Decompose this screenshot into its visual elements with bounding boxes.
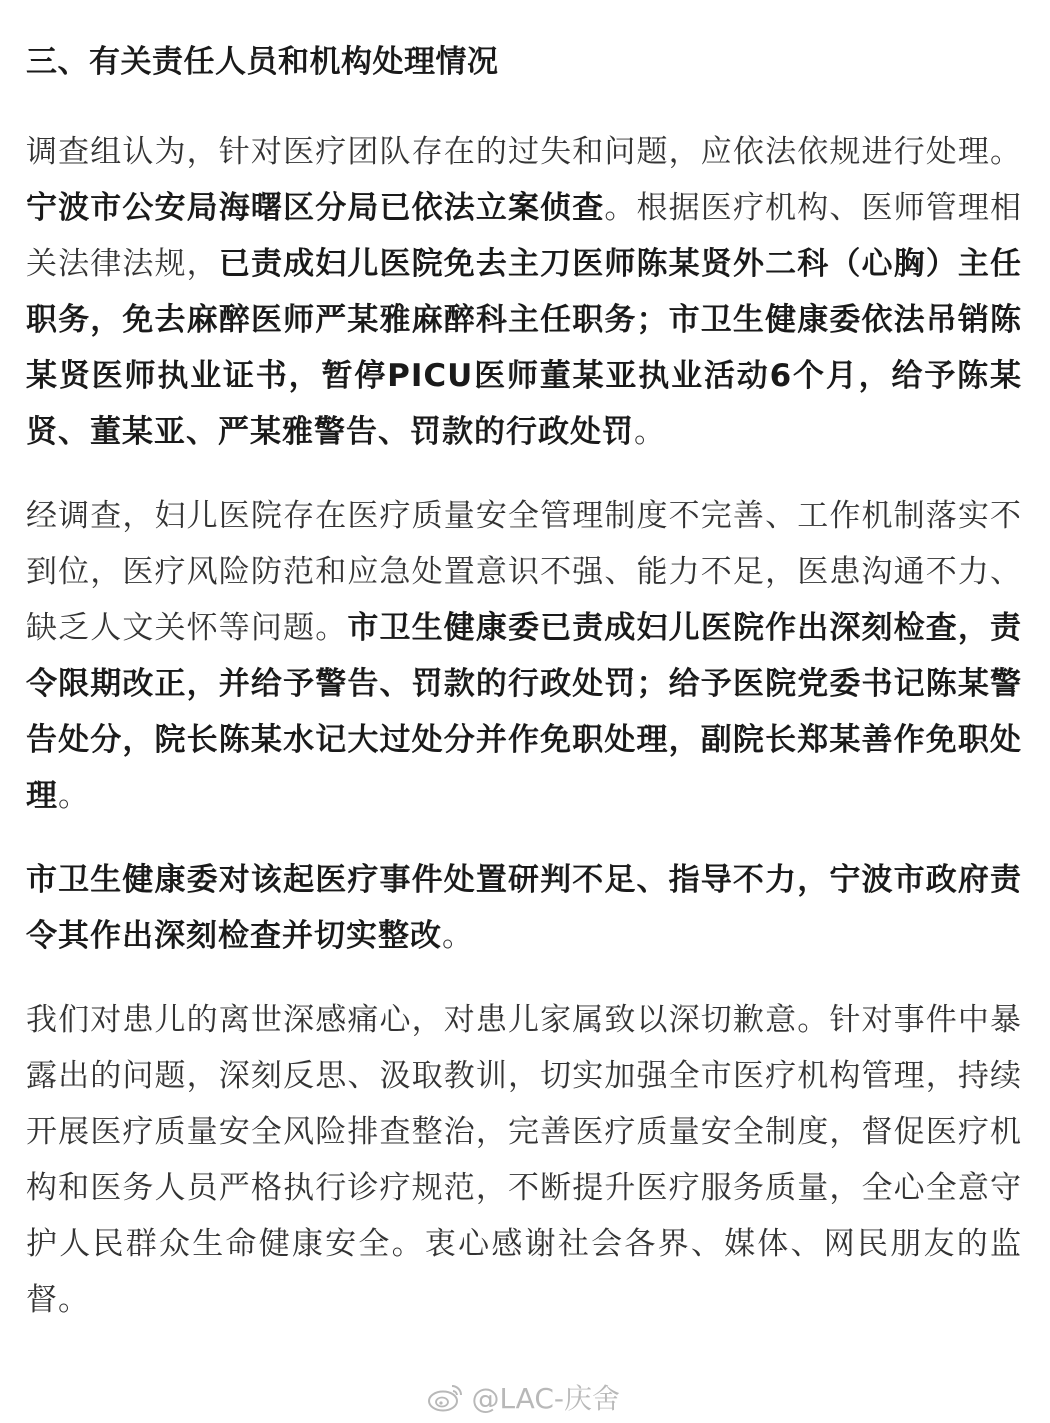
bold-text-segment: 宁波市公安局海曙区分局已依法立案侦查: [26, 190, 605, 226]
paragraph: [26, 852, 1022, 964]
text-segment: 。: [634, 414, 666, 450]
watermark-text: @LAC-庆舍: [471, 1382, 620, 1415]
bold-text-segment: 已责成妇儿医院免去主刀医师陈某贤外二科（心胸）主任职务，免去麻醉医师严某雅麻醉科主任职务；市卫生健康委依法吊销陈某贤医师执业证书，暂停PICU医师董某亚执业活动6个月，给予陈某贤、董某亚、严某雅警告、罚款的行政处罚: [26, 246, 1023, 450]
weibo-icon: [427, 1382, 465, 1412]
section-title: 三、有关责任人员和机构处理情况: [26, 44, 499, 80]
text-segment: 。根据医疗机构、医师管理相关法律法规，: [26, 190, 1023, 282]
paragraph: [26, 488, 1022, 824]
bold-text-segment: 市卫生健康委对该起医疗事件处置研判不足、指导不力，宁波市政府责令其作出深刻检查并切实整改: [26, 862, 1022, 954]
watermark: [427, 1377, 620, 1417]
paragraph-list: [26, 124, 1022, 1328]
text-segment: 经调查，妇儿医院存在医疗质量安全管理制度不完善、工作机制落实不到位，医疗风险防范和应急处置意识不强、能力不足，医患沟通不力、缺乏人文关怀等问题。: [26, 498, 1022, 646]
text-segment: 。: [58, 778, 90, 814]
paragraph: [26, 124, 1022, 460]
paragraph: [26, 992, 1022, 1328]
text-segment: 调查组认为，针对医疗团队存在的过失和问题，应依法依规进行处理。: [26, 134, 1022, 170]
document-body: [26, 34, 1022, 1356]
text-segment: 。: [442, 918, 474, 954]
bold-text-segment: 市卫生健康委已责成妇儿医院作出深刻检查，责令限期改正，并给予警告、罚款的行政处罚；给予医院党委书记陈某警告处分，院长陈某水记大过处分并作免职处理，副院长郑某善作免职处理: [26, 610, 1023, 814]
text-segment: 我们对患儿的离世深感痛心，对患儿家属致以深切歉意。针对事件中暴露出的问题，深刻反思、汲取教训，切实加强全市医疗机构管理，持续开展医疗质量安全风险排查整治，完善医疗质量安全制度，督促医疗机构和医务人员严格执行诊疗规范，不断提升医疗服务质量，全心全意守护人民群众生命健康安全。衷心感谢社会各界、媒体、网民朋友的监督。: [26, 1002, 1022, 1318]
